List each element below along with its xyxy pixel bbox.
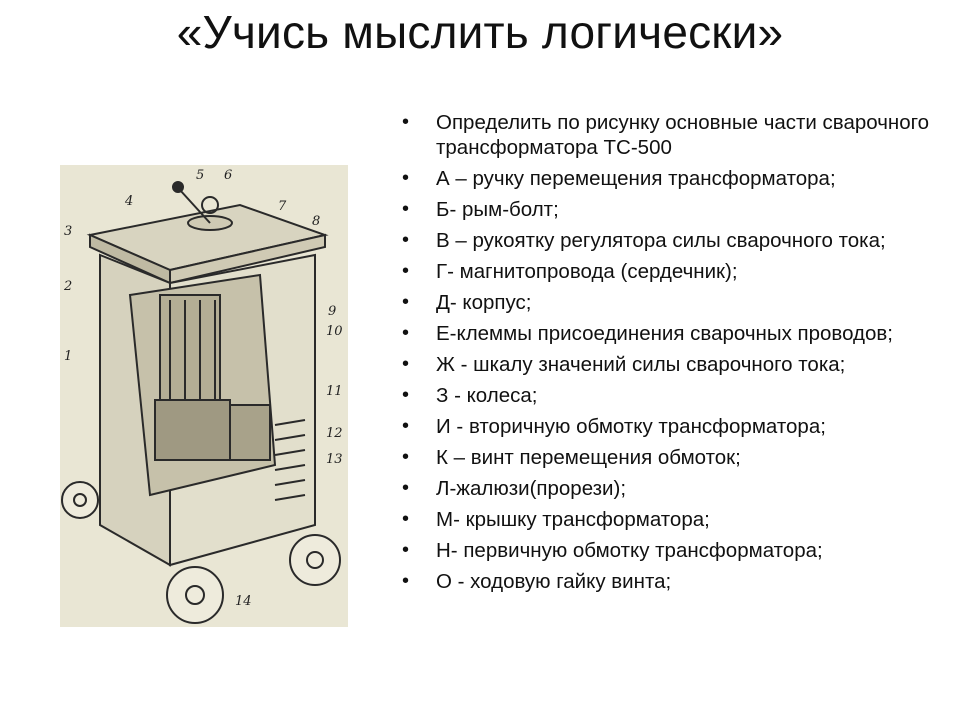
list-item: • Е-клеммы присоединения сварочных проводов; bbox=[402, 322, 893, 345]
bullet-icon: • bbox=[402, 384, 410, 406]
bullet-icon: • bbox=[402, 539, 410, 561]
callout-12: 12 bbox=[326, 426, 343, 441]
transformer-drawing bbox=[60, 165, 348, 627]
list-item: • Определить по рисунку основные части сварочного трансформатора ТС-500 bbox=[402, 111, 930, 159]
list-item: • Б- рым-болт; bbox=[402, 198, 559, 221]
callout-4: 4 bbox=[125, 194, 134, 209]
list-item: • Л-жалюзи(прорези); bbox=[402, 477, 627, 500]
callout-2: 2 bbox=[64, 279, 73, 294]
bullet-icon: • bbox=[402, 353, 410, 375]
list-item: • А – ручку перемещения трансформатора; bbox=[402, 167, 836, 190]
list-item: • Н- первичную обмотку трансформатора; bbox=[402, 539, 823, 562]
bullet-icon: • bbox=[402, 198, 410, 220]
callout-10: 10 bbox=[326, 324, 343, 339]
bullet-icon: • bbox=[402, 415, 410, 437]
list-item: • Д- корпус; bbox=[402, 291, 532, 314]
callout-11: 11 bbox=[326, 384, 343, 399]
callout-13: 13 bbox=[326, 452, 343, 467]
list-item: • Ж - шкалу значений силы сварочного тока; bbox=[402, 353, 846, 376]
callout-1: 1 bbox=[64, 349, 73, 364]
bullet-icon: • bbox=[402, 260, 410, 282]
list-item: • М- крышку трансформатора; bbox=[402, 508, 710, 531]
callout-3: 3 bbox=[64, 224, 73, 239]
task-list bbox=[400, 110, 945, 600]
bullet-icon: • bbox=[402, 322, 410, 344]
bullet-icon: • bbox=[402, 229, 410, 251]
bullet-icon: • bbox=[402, 167, 410, 189]
callout-14: 14 bbox=[235, 594, 252, 609]
slide-title: «Учись мыслить логически» bbox=[176, 6, 784, 58]
transformer-illustration bbox=[60, 165, 348, 627]
callout-9: 9 bbox=[328, 304, 337, 319]
list-item: • И - вторичную обмотку трансформатора; bbox=[402, 415, 826, 438]
callout-6: 6 bbox=[224, 168, 233, 183]
callout-7: 7 bbox=[278, 199, 287, 214]
bullet-icon: • bbox=[402, 446, 410, 468]
list-item: • З - колеса; bbox=[402, 384, 538, 407]
list-item: • К – винт перемещения обмоток; bbox=[402, 446, 741, 469]
callout-8: 8 bbox=[312, 214, 321, 229]
callout-5: 5 bbox=[196, 168, 205, 183]
bullet-icon: • bbox=[402, 570, 410, 592]
list-item: • Г- магнитопровода (сердечник); bbox=[402, 260, 738, 283]
bullet-icon: • bbox=[402, 291, 410, 313]
bullet-icon: • bbox=[402, 111, 410, 133]
list-item: • О - ходовую гайку винта; bbox=[402, 570, 672, 593]
list-item: • В – рукоятку регулятора силы сварочного тока; bbox=[402, 229, 886, 252]
bullet-icon: • bbox=[402, 477, 410, 499]
bullet-icon: • bbox=[402, 508, 410, 530]
